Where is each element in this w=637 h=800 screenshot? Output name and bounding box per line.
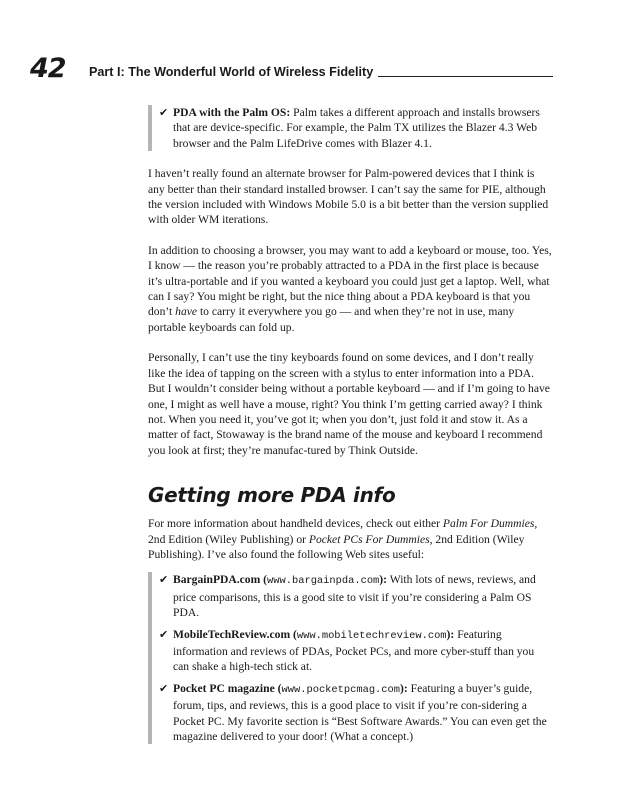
- site-url[interactable]: www.mobiletechreview.com: [296, 629, 447, 642]
- bullet-list-bar: [148, 572, 152, 744]
- running-head: [89, 64, 553, 80]
- paragraph-browsers: I haven’t really found an alternate browser for Palm-powered devices that I think is any better than their standard installed browser. I can’t say the same for PIE, although the version included with Windows Mobile 5.0 is a bit better than the version supplied with older WM iterations.: [148, 167, 549, 227]
- check-mark-icon: ✔: [159, 106, 169, 119]
- site-name: MobileTechReview.com: [173, 627, 291, 641]
- websites-list: [148, 572, 553, 744]
- check-mark-icon: ✔: [159, 681, 169, 695]
- site-description: With lots of news, reviews, and price comparisons, this is a good site to visit if you’re considering a Palm OS PDA.: [173, 573, 536, 620]
- site-description: Featuring information and reviews of PDAs, Pocket PCs, and more cyber-stuff than you can shake a high-tech stick at.: [173, 627, 535, 674]
- site-name: Pocket PC magazine: [173, 681, 275, 695]
- bullet-list-bar: [148, 105, 152, 151]
- page-number: 42: [30, 53, 66, 84]
- list-item: ✔ BargainPDA.com (www.bargainpda.com): With lots of news, reviews, and price comparisons, this is a good site to visit if you’re considering a Palm OS PDA.: [159, 573, 536, 620]
- site-description: Featuring a buyer’s guide, forum, tips, and reviews, this is a good place to visit if you’re con-sidering a Pocket PC. My favorite section is “Best Software Awards.” You can even get the magazine delivered to your door! (What a concept.): [173, 681, 547, 743]
- running-head-title: Part I: The Wonderful World of Wireless Fidelity: [89, 65, 374, 79]
- section-intro: For more information about handheld devices, check out either Palm For Dummies, 2nd Edition (Wiley Publishing) or Pocket PCs For Dummies, 2nd Edition (Wiley Publishing). I’ve also found the following Web sites useful:: [148, 517, 538, 561]
- bullet-text: Palm takes a different approach and installs browsers that are device-specific. For example, the Palm TX utilizes the Blazer 4.3 Web browser and the Palm LifeDrive comes with Blazer 4.1.: [173, 106, 540, 150]
- paragraph-stowaway: Personally, I can’t use the tiny keyboards found on some devices, and I don’t really like the idea of tapping on the screen with a stylus to enter information into a PDA. But I wouldn’t consider being without a portable keyboard — and if I’m going to have one, I might as well have a mouse, right? You think I’m getting carried away? I think not. When you need it, you’ve got it; when you don’t, just fold it and stow it. As a matter of fact, Stowaway is the brand name of the mouse and keyboard I recommend you look at first; they’re manufac-tured by Think Outside.: [148, 351, 550, 457]
- paragraph-keyboard: In addition to choosing a browser, you may want to add a keyboard or mouse, too. Yes, I know — the reason you’re probably attracted to a PDA in the first place is because it’s ultra-portable and if you wanted a keyboard you could just get a laptop. Well, what can I say? You might be right, but the nice thing about a PDA keyboard is that you don’t have to carry it everywhere you go — and when they’re not in use, many portable keyboards can fold up.: [148, 243, 552, 334]
- page-body: [148, 105, 553, 744]
- list-item: ✔ MobileTechReview.com (www.mobiletechreview.com): Featuring information and reviews of PDAs, Pocket PCs, and more cyber-stuff than you can shake a high-tech stick at.: [159, 627, 535, 674]
- check-mark-icon: ✔: [159, 573, 169, 587]
- bullet-lead: PDA with the Palm OS:: [173, 106, 291, 119]
- section-heading: Getting more PDA info: [148, 483, 396, 508]
- intro-bullet-list: [148, 105, 553, 151]
- list-item: [159, 105, 553, 151]
- running-head-rule: [378, 76, 553, 77]
- list-item: ✔ Pocket PC magazine (www.pocketpcmag.com): Featuring a buyer’s guide, forum, tips, and reviews, this is a good place to visit if you’re con-sidering a Pocket PC. My favorite section is “Best Software Awards.” You can even get the magazine delivered to your door! (What a concept.): [159, 681, 547, 743]
- site-name: BargainPDA.com: [173, 573, 261, 587]
- check-mark-icon: ✔: [159, 627, 169, 641]
- site-url[interactable]: www.pocketpcmag.com: [281, 683, 401, 696]
- site-url[interactable]: www.bargainpda.com: [267, 575, 380, 588]
